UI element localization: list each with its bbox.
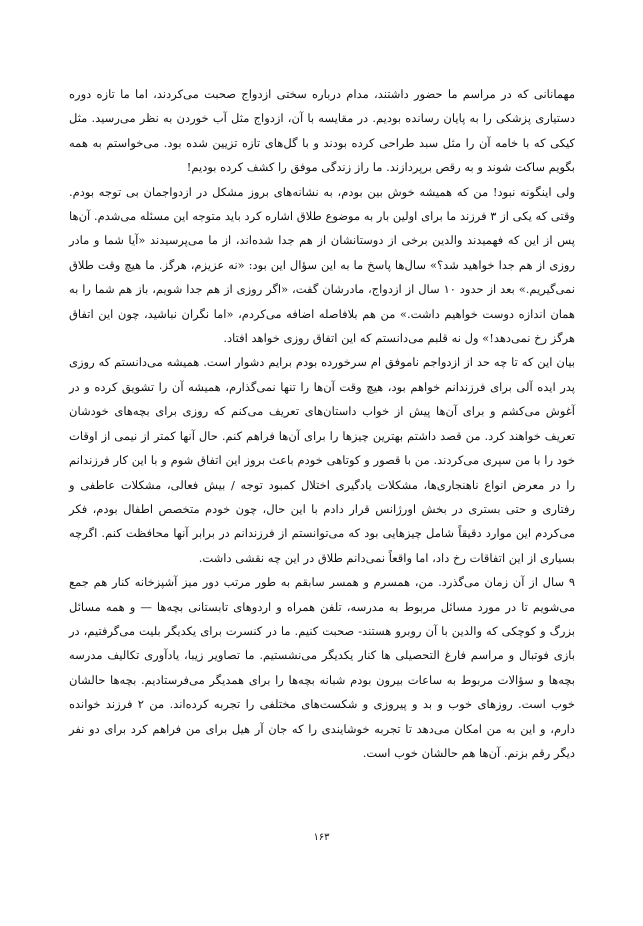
paragraph-1: مهمانانی که در مراسم ما حضور داشتند، مدام درباره سختی ازدواج صحبت می‌کردند، اما ما تازه دوره دستیاری پزشکی را به پایان رسانده بودیم. در مقایسه با آن، ازدواج مثل آب خوردن به نظر می‌رسید. مثل کیکی که با خامه آن را مثل سبد طراحی کرده بودند و با گل‌های تازه تزیین شده بود. می‌خواستم به همه بگویم ساکت شوند و به رقص برپردازند. ما راز زندگی موفق را کشف کرده بودیم! [69,87,575,175]
page-number: ۱۶۳ [313,832,330,843]
text-body [69,82,575,765]
paragraph-3: بیان این که تا چه حد از ازدواجم ناموفق ام سرخورده بودم برایم دشوار است. همیشه می‌دانستم که روزی پدر ایده آلی برای فرزندانم خواهم بود، هیچ وقت آن‌ها را تنها نمی‌گذارم، همیشه آن را تشویق کرده و در آغوش می‌کشم و برای آن‌ها پیش از خواب داستان‌های تعریف می‌کنم که روزی برای بچه‌های خودشان تعریف خواهند کرد. من قصد داشتم بهترین چیزها را برای آن‌ها فراهم کنم. حال آنها کمتر از نیمی از اوقات خود را با من سپری می‌کردند. من با قصور و کوتاهی خودم باعث بروز این اتفاق شوم و با این کار فرزندانم را در معرض انواع ناهنجاری‌ها، مشکلات یادگیری اختلال کمبود توجه / بیش فعالی، مشکلات عاطفی و رفتاری و حتی بستری در بخش اورژانس قرار دادم با این حال، چون خودم متخصص اطفال بودم، فکر می‌کردم این موارد دقیقاً شامل چیزهایی بود که می‌توانستم از فرزندانم در برابر آنها محافظت کنم. اگرچه بسیاری از این اتفاقات رخ داد، اما واقعاً نمی‌دانم طلاق در این چه نقشی داشت. [69,355,575,565]
paragraph-4: ۹ سال از آن زمان می‌گذرد. من، همسرم و همسر سابقم به طور مرتب دور میز آشپزخانه کنار هم جمع می‌شویم تا در مورد مسائل مربوط به مدرسه، تلفن همراه و اردوهای تابستانی بچه‌ها — و همه مسائل بزرگ و کوچکی که والدین با آن روبرو هستند- صحبت کنیم. ما در کنسرت برای یکدیگر بلیت می‌گرفتیم، در بازی فوتبال و مراسم فارغ التحصیلی ها کنار یکدیگر می‌نشستیم. ما تصاویر زیبا، یادآوری تکالیف مدرسه بچه‌ها و سؤالات مربوط به ساعات بیرون بودم شبانه بچه‌ها را برای همدیگر می‌فرستادیم. بچه‌ها حالشان خوب است. روزهای خوب و بد و پیروزی و شکست‌های مختلفی را تجربه کرده‌اند. من ۲ فرزند خوانده دارم، و این به من امکان می‌دهد تا تجربه خوشایندی را که جان آر هیل برای من فراهم کرد برای دو نفر دیگر رقم بزنم. آن‌ها هم حالشان خوب است. [69,575,576,760]
paragraph-2: ولی اینگونه نبود! من که همیشه خوش بین بودم، به نشانه‌های بروز مشکل در ازدواجمان بی توجه بودم. وقتی که یکی از ۳ فرزند ما برای اولین بار به موضوع طلاق اشاره کرد باید متوجه این مسئله می‌شدم. آن‌ها پس از این که فهمیدند والدین برخی از دوستانشان از هم جدا شده‌اند، از ما می‌پرسیدند «آیا شما و مادر روزی از هم جدا خواهید شد؟» سال‌ها پاسخ ما به این سؤال این بود: «نه عزیزم، هرگز. ما هیچ وقت طلاق نمی‌گیریم.» بعد از حدود ۱۰ سال از ازدواج، مادرشان گفت، «اگر روزی از هم جدا شویم، باز هم شما را به همان اندازه دوست خواهیم داشت.» من هم بلافاصله اضافه می‌کردم، «اما نگران نباشید، چون این اتفاق هرگز رخ نمی‌دهد!» ول نه قلبم می‌دانستم که این اتفاق روزی خواهد افتاد. [69,184,575,346]
